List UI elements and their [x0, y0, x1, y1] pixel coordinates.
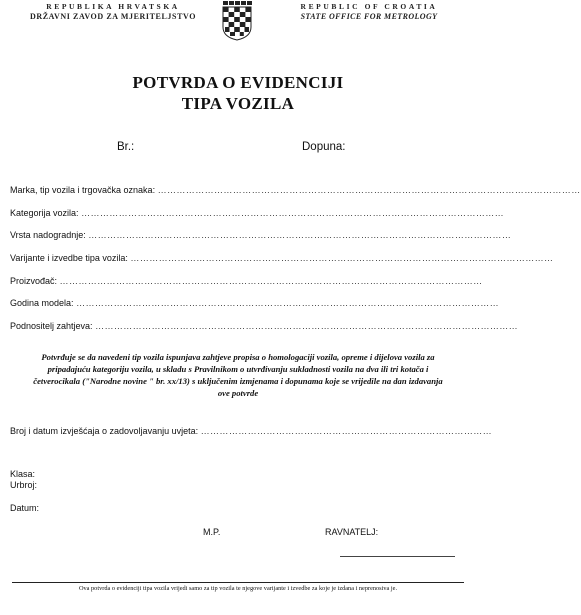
field-kategorija[interactable]	[10, 208, 505, 219]
field-podnositelj[interactable]	[10, 321, 519, 332]
footer-note: Ova potvrda o evidenciji tipa vozila vrijedi samo za tip vozila te njegove varijante i izvedbe za koje je izdana i neprenosiva je.	[78, 585, 398, 592]
header-country-hr: REPUBLIKA HRVATSKA	[46, 2, 180, 11]
field-vrsta-nadogradnje[interactable]	[10, 230, 512, 241]
field-label: Marka, tip vozila i trgovačka oznaka:	[10, 185, 156, 195]
field-broj-izvjescaja[interactable]	[10, 426, 493, 437]
header-office-hr: DRŽAVNI ZAVOD ZA MJERITELJSTVO	[29, 12, 197, 21]
confirmation-statement: Potvrđuje se da navedeni tip vozila ispunjava zahtjeve propisa o homologaciji vozila, opreme i dijelova vozila za pripadajuću kategoriju vozila, u skladu s Pravilnikom o utvrđivanju sukladnosti vozila na dva ili tri kotača i četverocikala ("Narodne novine " br. xx/13) s uključenim izmjenama i dopunama koje se vrijedile na dan izdavanja ove potvrde	[33, 352, 443, 398]
field-marka-tip[interactable]	[10, 185, 581, 196]
field-label: Varijante i izvedbe tipa vozila:	[10, 253, 128, 263]
header-country-en: REPUBLIC OF CROATIA	[300, 2, 438, 11]
header-office-en: STATE OFFICE FOR METROLOGY	[300, 12, 438, 21]
field-proizvodac[interactable]	[10, 276, 483, 287]
field-godina-modela[interactable]	[10, 298, 500, 309]
klasa-label: Klasa:	[10, 469, 36, 479]
croatian-coat-of-arms-icon	[221, 1, 253, 41]
field-label: Podnositelj zahtjeva:	[10, 321, 93, 331]
field-label: Vrsta nadogradnje:	[10, 230, 86, 240]
document-title: POTVRDA O EVIDENCIJI	[132, 73, 344, 92]
fill-dots: ………………………………………………………………………………………………………………………	[88, 230, 512, 240]
header-left	[8, 2, 218, 22]
field-label: Godina modela:	[10, 298, 74, 308]
footer-divider	[12, 582, 464, 583]
signature-line[interactable]	[340, 556, 455, 557]
br-label: Br.:	[117, 141, 135, 153]
header-right	[274, 2, 464, 22]
field-label: Kategorija vozila:	[10, 208, 79, 218]
fill-dots: ………………………………………………………………………………………………………………………	[81, 208, 505, 218]
fill-dots: ………………………………………………………………………………………………………………………	[59, 276, 483, 286]
datum-label: Datum:	[10, 503, 40, 513]
ravnatelj-label: RAVNATELJ:	[325, 527, 379, 537]
fill-dots: ………………………………………………………………………………………………………………………	[95, 321, 519, 331]
document-subtitle: TIPA VOZILA	[181, 94, 295, 113]
mp-stamp-label: M.P.	[203, 527, 221, 537]
urbroj-label: Urbroj:	[10, 480, 38, 490]
fill-dots: ………………………………………………………………………………………………………………………	[130, 253, 554, 263]
fill-dots: ………………………………………………………………………………………………………………………	[76, 298, 500, 308]
field-label: Broj i datum izvješćaja o zadovoljavanju uvjeta:	[10, 426, 199, 436]
fill-dots: …………………………………………………………………………………	[200, 426, 493, 436]
field-label: Proizvođač:	[10, 276, 58, 286]
dopuna-label: Dopuna:	[302, 141, 346, 153]
fill-dots: ………………………………………………………………………………………………………………………	[157, 185, 581, 195]
field-varijante[interactable]	[10, 253, 554, 264]
